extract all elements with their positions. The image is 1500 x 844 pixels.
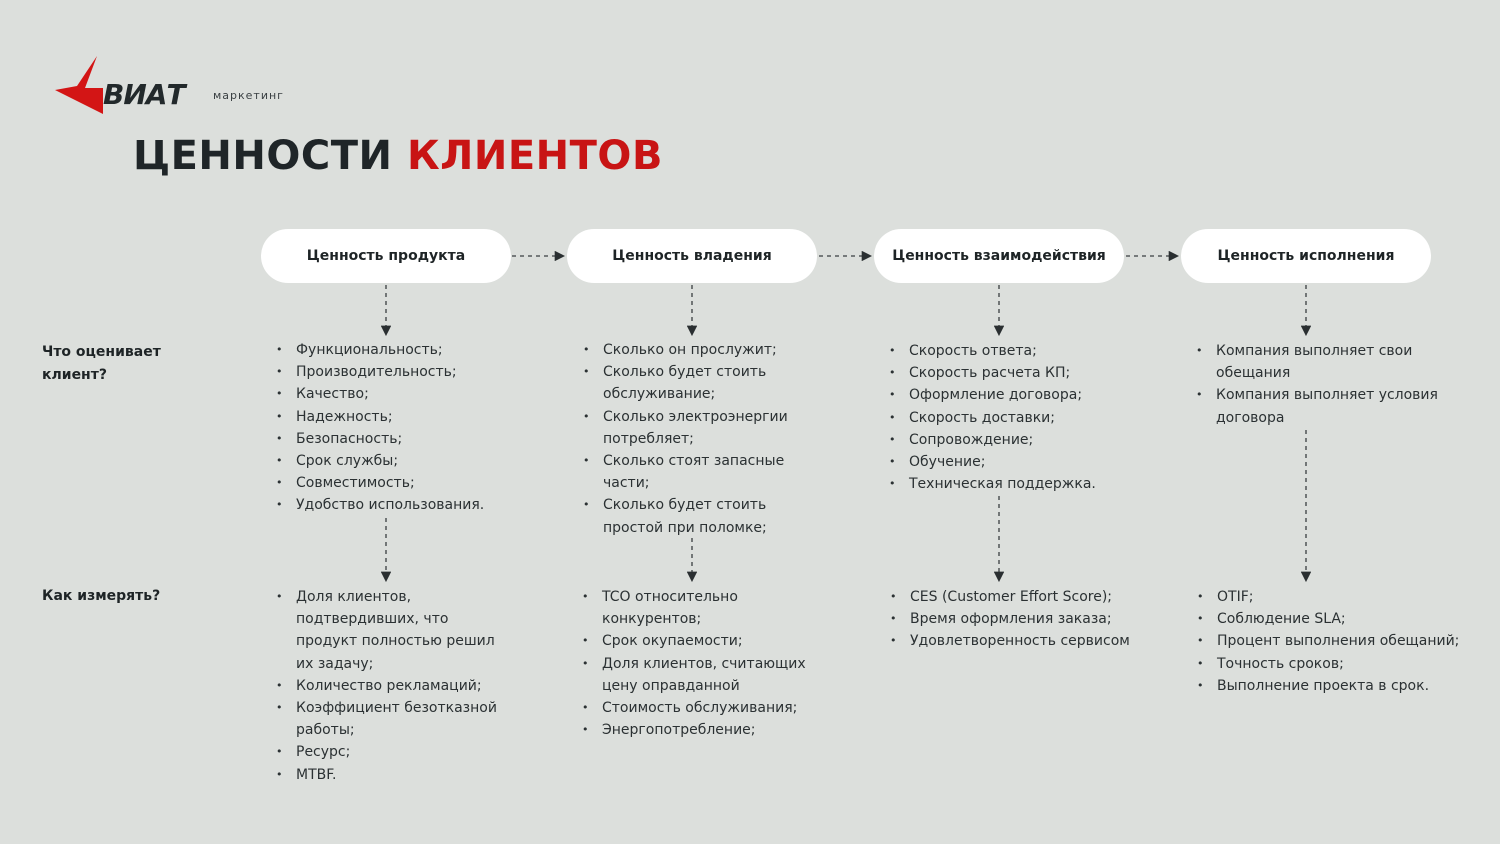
list-item: • Сколько будет стоить простой при поломке;: [581, 494, 821, 538]
logo-wordmark: ВИАТ: [103, 78, 185, 111]
metrics-list-product: [274, 586, 514, 786]
list-item: • Доля клиентов, считающих цену оправданной: [580, 653, 825, 697]
list-item: • Производительность;: [274, 361, 504, 383]
list-item: • Функциональность;: [274, 339, 504, 361]
row-label-evaluate: Что оценивает клиент?: [42, 344, 161, 383]
evaluates-list-product: [274, 339, 504, 517]
list-item: • Время оформления заказа;: [888, 608, 1148, 630]
list-item: • Срок окупаемости;: [580, 630, 825, 652]
evaluates-list-interaction: [887, 340, 1127, 495]
list-item: • Оформление договора;: [887, 384, 1127, 406]
list-item: • Скорость расчета КП;: [887, 362, 1127, 384]
list-item: • Соблюдение SLA;: [1195, 608, 1475, 630]
title-accent: КЛИЕНТОВ: [406, 133, 663, 179]
metrics-list-ownership: [580, 586, 825, 741]
list-item: • TCO относительно конкурентов;: [580, 586, 825, 630]
list-item: • Стоимость обслуживания;: [580, 697, 825, 719]
list-item: • Скорость доставки;: [887, 407, 1127, 429]
logo-subtitle: маркетинг: [213, 89, 284, 102]
list-item: • CES (Customer Effort Score);: [888, 586, 1148, 608]
list-item: • Компания выполняет условия договора: [1194, 384, 1439, 428]
list-item: • Сколько он прослужит;: [581, 339, 821, 361]
list-item: • Качество;: [274, 383, 504, 405]
list-item: • Сколько будет стоить обслуживание;: [581, 361, 821, 405]
metrics-list-interaction: [888, 586, 1148, 653]
list-item: • Коэффициент безотказной работы;: [274, 697, 514, 741]
list-item: • Безопасность;: [274, 428, 504, 450]
header-interaction-value: Ценность взаимодействия: [874, 229, 1124, 283]
list-item: • Выполнение проекта в срок.: [1195, 675, 1475, 697]
list-item: • Скорость ответа;: [887, 340, 1127, 362]
list-item: • Сколько стоят запасные части;: [581, 450, 821, 494]
list-item: • Компания выполняет свои обещания: [1194, 340, 1439, 384]
metrics-list-execution: [1195, 586, 1475, 697]
list-item: • Точность сроков;: [1195, 653, 1475, 675]
row-label-measure: Как измерять?: [42, 588, 161, 604]
list-item: • Доля клиентов, подтвердивших, что продукт полностью решил их задачу;: [274, 586, 514, 675]
list-item: • Совместимость;: [274, 472, 504, 494]
list-item: • Процент выполнения обещаний;: [1195, 630, 1475, 652]
list-item: • Надежность;: [274, 406, 504, 428]
list-item: • MTBF.: [274, 764, 514, 786]
evaluates-list-execution: [1194, 340, 1439, 429]
list-item: • Срок службы;: [274, 450, 504, 472]
header-execution-value: Ценность исполнения: [1181, 229, 1431, 283]
evaluates-list-ownership: [581, 339, 821, 539]
list-item: • Энергопотребление;: [580, 719, 825, 741]
header-ownership-value: Ценность владения: [567, 229, 817, 283]
list-item: • Сопровождение;: [887, 429, 1127, 451]
list-item: • Сколько электроэнергии потребляет;: [581, 406, 821, 450]
list-item: • Ресурс;: [274, 741, 514, 763]
list-item: • Обучение;: [887, 451, 1127, 473]
list-item: • OTIF;: [1195, 586, 1475, 608]
header-product-value: Ценность продукта: [261, 229, 511, 283]
list-item: • Количество рекламаций;: [274, 675, 514, 697]
list-item: • Удобство использования.: [274, 494, 504, 516]
list-item: • Техническая поддержка.: [887, 473, 1127, 495]
list-item: • Удовлетворенность сервисом: [888, 630, 1148, 652]
title-main: ЦЕННОСТИ: [133, 133, 393, 179]
